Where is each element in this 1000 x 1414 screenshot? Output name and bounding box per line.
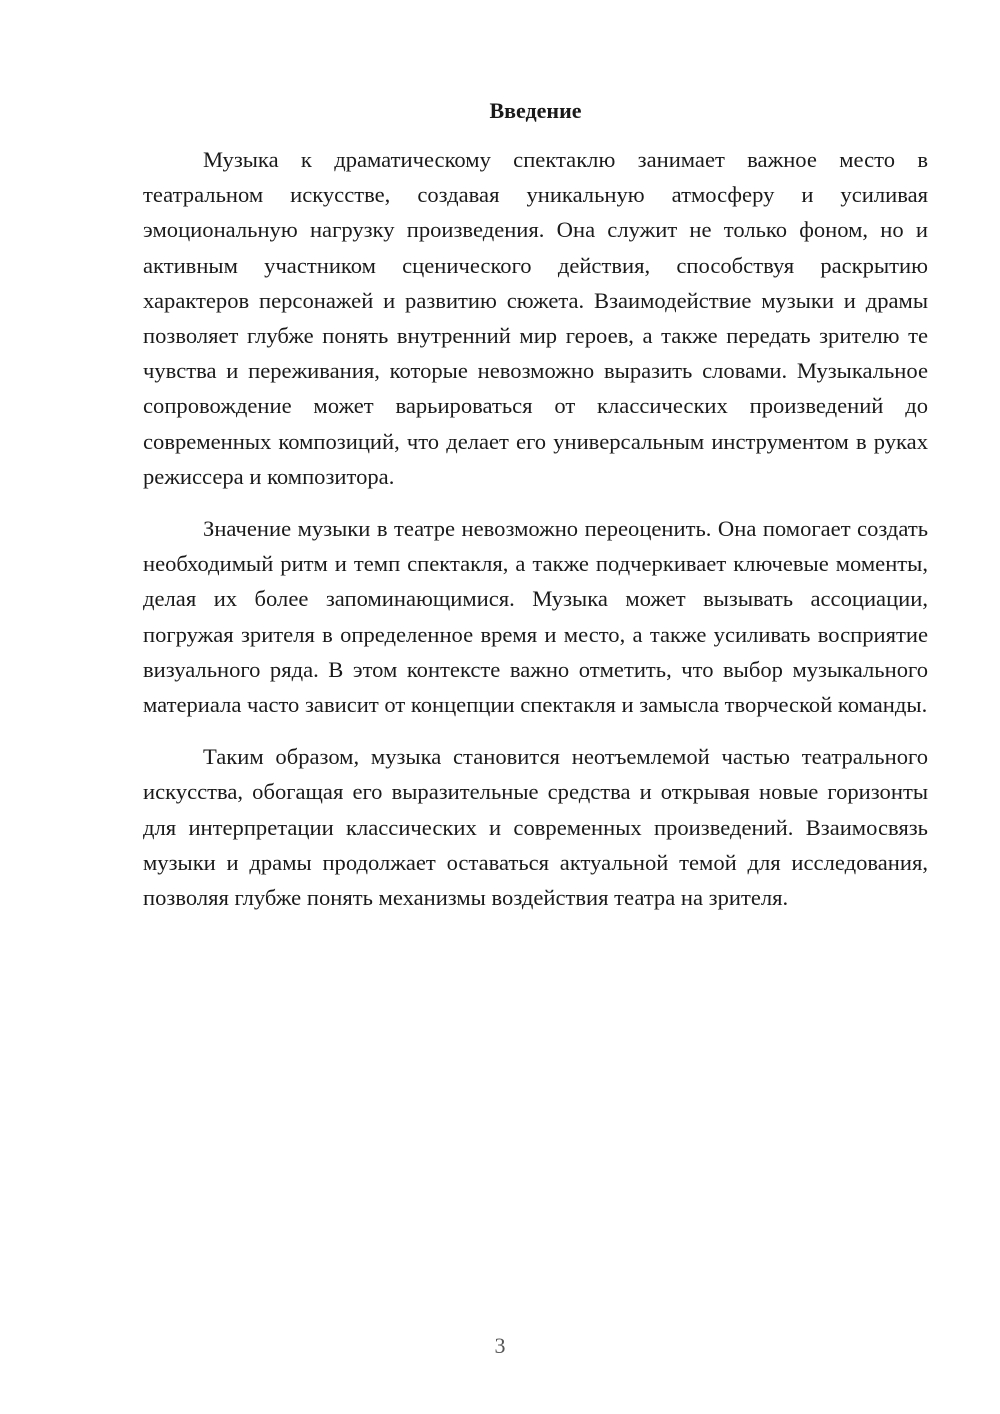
paragraph-1: Музыка к драматическому спектаклю занимает важное место в театральном искусстве, создавая уникальную атмосферу и усиливая эмоциональную нагрузку произведения. Она служит не только фоном, но и активным участником сценического действия, способствуя раскрытию характеров персонажей и развитию сюжета. Взаимодействие музыки и драмы позволяет глубже понять внутренний мир героев, а также передать зрителю те чувства и переживания, которые невозможно выразить словами. Музыкальное сопровождение может варьироваться от классических произведений до современных композиций, что делает его универсальным инструментом в руках режиссера и композитора.	[143, 147, 928, 489]
paragraph-3: Таким образом, музыка становится неотъемлемой частью театрального искусства, обогащая его выразительные средства и открывая новые горизонты для интерпретации классических и современных произведений. Взаимосвязь музыки и драмы продолжает оставаться актуальной темой для исследования, позволяя глубже понять механизмы воздействия театра на зрителя.	[143, 744, 928, 911]
section-heading: Введение	[489, 98, 582, 123]
page-number: 3	[494, 1333, 506, 1358]
body-text	[143, 142, 928, 932]
paragraph-2: Значение музыки в театре невозможно переоценить. Она помогает создать необходимый ритм и темп спектакля, а также подчеркивает ключевые моменты, делая их более запоминающимися. Музыка может вызывать ассоциации, погружая зрителя в определенное время и место, а также усиливать восприятие визуального ряда. В этом контексте важно отметить, что выбор музыкального материала часто зависит от концепции спектакля и замысла творческой команды.	[143, 516, 928, 718]
